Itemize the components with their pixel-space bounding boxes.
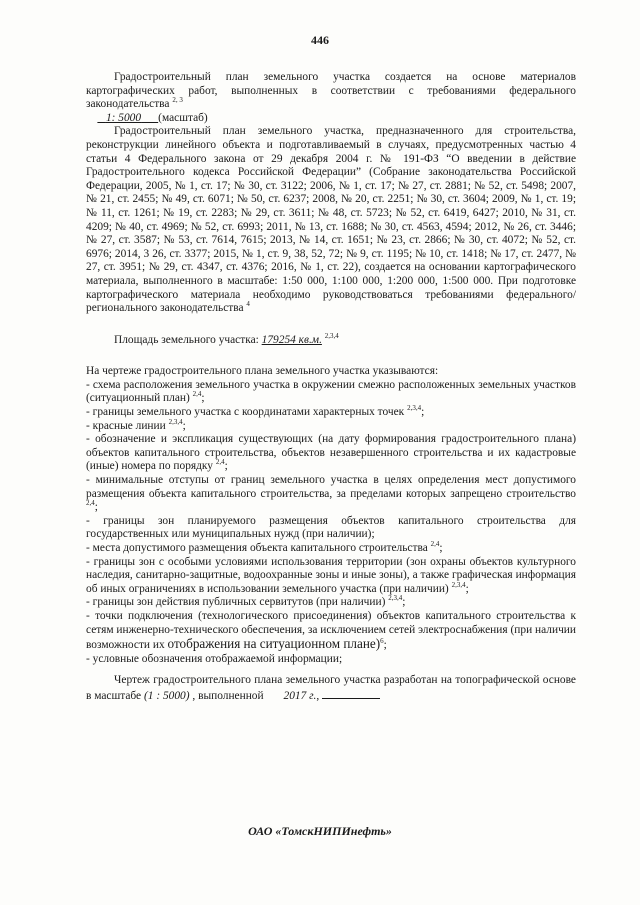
list-item: - красные линии $^{2,3,4}$; — [86, 417, 186, 432]
organization-name: ОАО «ТомскНИПИнефть» — [248, 824, 392, 838]
final-year: 2017 г. — [283, 689, 317, 702]
list-item: - границы зон действия публичных сервитутов (при наличии) $^{2,3,4}$; — [86, 594, 406, 609]
final-scale: (1 : 5000) — [143, 689, 190, 702]
list-item: - границы зон с особыми условиями использования территории (зон охраны объектов культурного наследия, санитарно-защитные, водоохранные зоны и иные зоны), а также графическая информация об иных ограничениях в использовании земельного участка (при наличии) $^{2,3,4}$; — [86, 555, 576, 595]
list-item-legend: - условные обозначения отображаемой информации; — [86, 652, 343, 665]
list-item-tech-connections: - точки подключения (технологического присоединения) объектов капитального строительства к сетям инженерно-технического обеспечения, за исключением сетей электроснабжения (при наличии возможности их отображения на ситуационном плане)$^6$; — [86, 609, 576, 652]
page-number: 446 — [311, 33, 329, 47]
final-paragraph: Чертеж градостроительного плана земельного участка разработан на топографической основе в масштабе (1 : 5000) , выполненной 2017 г., — [86, 674, 576, 702]
linear-footnote-ref: 4 — [246, 300, 250, 309]
intro-text: Градостроительный план земельного участка создается на основе материалов картографических работ, выполненных в соответствии с требованиями федерального законодательства — [86, 71, 576, 111]
scale-line — [86, 112, 576, 126]
scale-value: 1: 5000 — [105, 111, 142, 124]
blank-line — [322, 688, 380, 699]
list-item: - границы земельного участка с координатами характерных точек $^{2,3,4}$; — [86, 404, 425, 419]
list-item: - схема расположения земельного участка в окружении смежно расположенных земельных участков (ситуационный план) $^{2,4}$; — [86, 378, 576, 405]
linear-object-text: Градостроительный план земельного участка, предназначенного для строительства, реконструкции линейного объекта и подготавливаемый в случаях, предусмотренных частью 4 статьи 4 Федерального закона от 29 декабря 2004 г. № 191-ФЗ “О введении в действие Градостроительного кодекса Российской Федерации” (Собрание законодательства Российской Федерации, 2005, № 1, ст. 17; № 30, ст. 3122; 2006, № 1, ст. 17; № 27, ст. 2881; № 52, ст. 5498; 2007, № 21, ст. 2455; № 49, ст. 6071; № 50, ст. 6237; 2008, № 20, ст. 2251; № 30, ст. 3604; 2009, № 1, ст. 19; № 11, ст. 1261; № 19, ст. 2283; № 29, ст. 3611; № 48, ст. 5723; № 52, ст. 6419, 6427; 2010, № 31, ст. 4209; № 40, ст. 4969; № 52, ст. 6993; 2011, № 13, ст. 1688; № 30, ст. 4563, 4594; 2012, № 26, ст. 3446; № 27, ст. 3587; № 53, ст. 7614, 7615; 2013, № 14, ст. 1651; № 23, ст. 2866; № 30, ст. 4072; № 52, ст. 6976; 2014, 3 26, ст. 3377; 2015, № 1, ст. 9, 38, 52, 72; № 9, ст. 1195; № 10, ст. 1418; № 17, ст. 2477, № 27, ст. 3951; № 29, ст. 4347, ст. 4376; 2016, № 1, ст. 22), создается на основании картографического материала, выполненного в масштабе: 1:50 000, 1:100 000, 1:200 000, 1:500 000. При подготовке картографического материала необходимо руководствоваться требованиями федерального/регионального законодательства — [86, 125, 576, 315]
scale-label: (масштаб) — [158, 111, 208, 124]
intro-footnote-ref: 2, 3 — [172, 96, 183, 105]
list-item: - обозначение и экспликация существующих (на дату формирования градостроительного плана) объектов капитального строительства, объектов незавершенного строительства и их кадастровые (иные) номера по порядку $^{2,4}$; — [86, 433, 576, 473]
intro-paragraph — [86, 71, 576, 112]
linear-object-paragraph — [86, 125, 576, 315]
document-body — [86, 71, 576, 704]
list-item: - места допустимого размещения объекта капитального строительства $^{2,4}$; — [86, 540, 443, 554]
list-item: - минимальные отступы от границ земельного участка в целях определения мест допустимого размещения объекта капитального строительства, за пределами которых запрещено строительство $^{2,4}$; — [86, 474, 576, 514]
drawing-intro: На чертеже градостроительного плана земельного участка указываются: — [86, 365, 439, 378]
area-value: 179254 кв.м. — [261, 333, 322, 346]
area-footnote-ref: 2,3,4 — [324, 331, 339, 340]
area-line — [86, 331, 576, 348]
area-label: Площадь земельного участка: — [114, 333, 259, 346]
list-item: - границы зон планируемого размещения объектов капитального строительства для государственных или муниципальных нужд (при наличии); — [86, 514, 576, 541]
